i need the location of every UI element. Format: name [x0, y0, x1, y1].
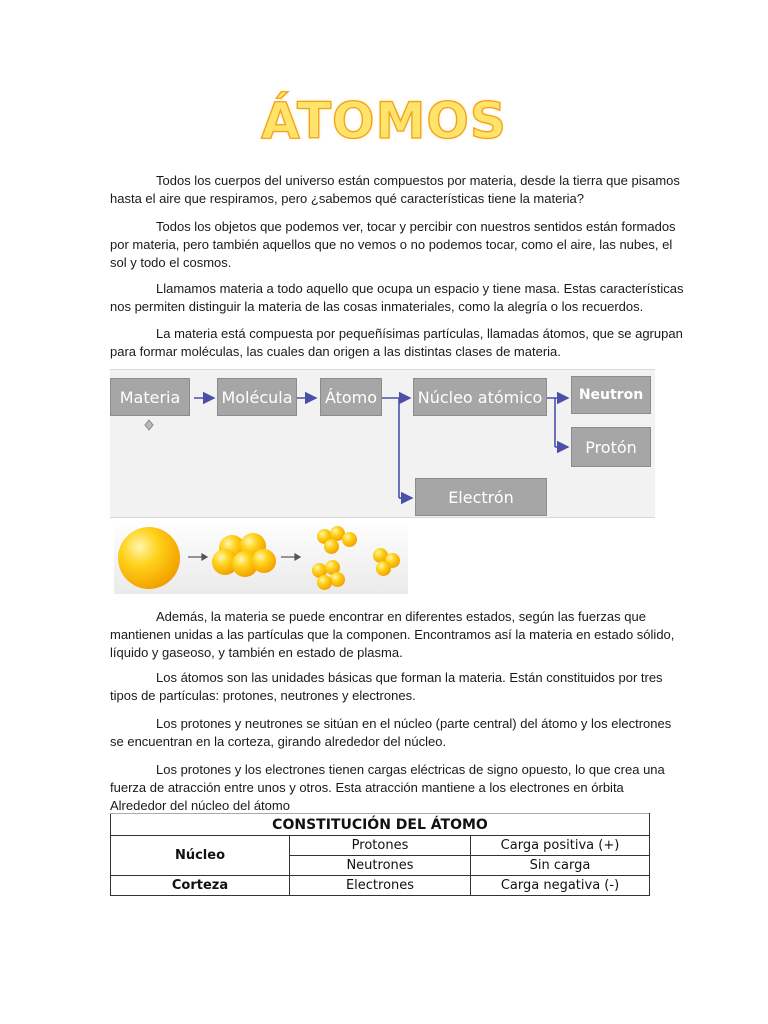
- text-line: tipos de partículas: protones, neutrones y electrones.: [110, 688, 416, 703]
- text-line: líquido y gaseoso, y también en estado de plasma.: [110, 645, 403, 660]
- table-cell-charge: Carga negativa (-): [471, 876, 650, 896]
- paragraph-7: [110, 715, 676, 751]
- corteza-label: Corteza: [111, 876, 290, 896]
- text-line: Todos los cuerpos del universo están compuestos por materia, desde la tierra que pisamos: [156, 173, 680, 188]
- text-line: Los protones y neutrones se sitúan en el núcleo (parte central) del átomo y los electrones: [156, 716, 672, 731]
- text-line: mantienen unidas a las partículas que la componen. Encontramos así la materia en estado sólido,: [110, 627, 675, 642]
- paragraph-1: [110, 172, 680, 208]
- box-proton: Protón: [571, 427, 651, 467]
- box-electron: Electrón: [415, 478, 547, 516]
- text-line: Llamamos materia a todo aquello que ocupa un espacio y tiene masa. Estas características: [156, 281, 684, 296]
- text-line: para formar moléculas, las cuales dan origen a las distintas clases de materia.: [110, 344, 561, 359]
- box-nucleo-atomico: Núcleo atómico: [413, 378, 547, 416]
- text-line: fuerza de atracción entre unos y otros. Esta atracción mantiene a los electrones en órbita: [110, 780, 624, 795]
- tiny-sphere: [342, 532, 357, 547]
- nucleo-label: Núcleo: [111, 836, 290, 876]
- text-line: hasta el aire que respiramos, pero ¿sabemos qué características tiene la materia?: [110, 191, 585, 206]
- paragraph-8: [110, 761, 676, 815]
- text-line: nos permiten distinguir la materia de las cosas inmateriales, como la alegría o los recuerdos.: [110, 299, 644, 314]
- paragraph-6: [110, 669, 676, 705]
- text-line: Alrededor del núcleo del átomo: [110, 798, 290, 813]
- table-header: CONSTITUCIÓN DEL ÁTOMO: [111, 814, 650, 836]
- table-cell-particle: Electrones: [290, 876, 471, 896]
- box-atomo: Átomo: [320, 378, 382, 416]
- atom-constitution-table: [110, 813, 650, 893]
- page-title: ÁTOMOS: [261, 92, 507, 150]
- text-line: sol y todo el cosmos.: [110, 255, 232, 270]
- table-cell-charge: Sin carga: [471, 856, 650, 876]
- particles-illustration: [114, 519, 408, 594]
- text-line: Los protones y los electrones tienen cargas eléctricas de signo opuesto, lo que crea una: [156, 762, 665, 777]
- matter-flow-diagram: [110, 369, 655, 518]
- text-line: Los átomos son las unidades básicas que forman la materia. Están constituidos por tres: [156, 670, 663, 685]
- box-molecula: Molécula: [217, 378, 297, 416]
- text-line: La materia está compuesta por pequeñísimas partículas, llamadas átomos, que se agrupan: [156, 326, 683, 341]
- paragraph-2: [110, 218, 676, 272]
- small-sphere: [252, 549, 276, 573]
- text-line: se encuentran en la corteza, girando alrededor del núcleo.: [110, 734, 447, 749]
- tiny-sphere: [317, 575, 332, 590]
- box-neutron: Neutron: [571, 376, 651, 414]
- table-cell-particle: Neutrones: [290, 856, 471, 876]
- paragraph-4: [110, 325, 683, 361]
- table-cell-charge: Carga positiva (+): [471, 836, 650, 856]
- paragraph-5: [110, 608, 676, 662]
- table-cell-particle: Protones: [290, 836, 471, 856]
- text-line: Además, la materia se puede encontrar en diferentes estados, según las fuerzas que: [156, 609, 646, 624]
- tiny-sphere: [324, 539, 339, 554]
- tiny-sphere: [330, 572, 345, 587]
- tiny-sphere: [376, 561, 391, 576]
- box-materia: Materia: [110, 378, 190, 416]
- paragraph-3: [110, 280, 684, 316]
- text-line: Todos los objetos que podemos ver, tocar y percibir con nuestros sentidos están formados: [156, 219, 676, 234]
- text-line: por materia, pero también aquellos que no vemos o no podemos tocar, como el aire, las nubes, el: [110, 237, 673, 252]
